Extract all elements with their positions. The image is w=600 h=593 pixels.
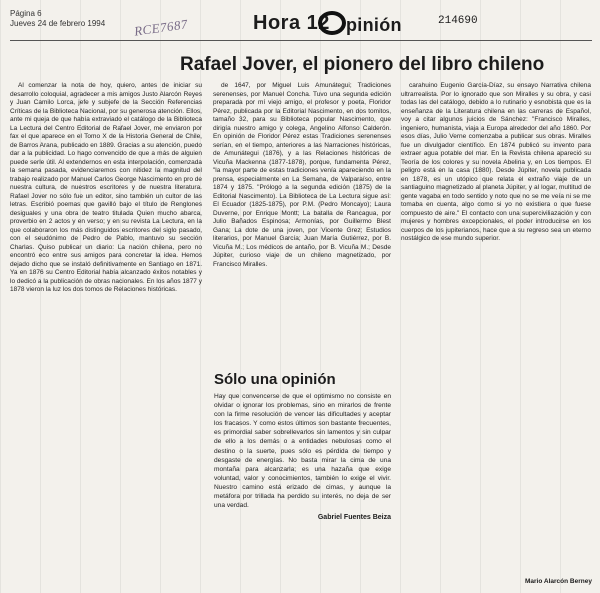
- section-name-hora: Hora 12: [253, 12, 330, 34]
- article-signature: Mario Alarcón Berney: [525, 578, 592, 585]
- article-column-2: [213, 82, 391, 364]
- opinion-box: [214, 371, 391, 584]
- column-2-text: de 1647, por Miguel Luis Amunátegui; Tradiciones serenenses, por Manuel Concha. Tuvo una segunda edición preparada por mí viejo amigo, el profesor y poeta, Floridor Pérez, publicada por la Editorial Nascimento, en dos tomitos, tamaño 32, para su Biblioteca popular Nascimento, que dirigía nuestro amigo y colega, Angelino Alfonso Calderón. En opinión de Floridor Pérez estas Tradiciones serenenses serían, en el tiempo, anteriores a las Narraciones históricas, de Amunátegui (1876), y a las Relaciones históricas de Vicuña Mackenna (1877-1878), porque, fundamenta Pérez, "la mayor parte de estas tradiciones venía apareciendo en la prensa, especialmente en La Semana, de Valparaíso, entre 1874 y 1875. "Prólogo a la segunda edición (1875) de la Editorial Nascimento). La Biblioteca de La Lectura sigue así: El Ecuador (1825-1875), por P.M. (Pedro Moncayo); Laura Duverne, por Enrique Montt; La batalla de Rancagua, por Julio Bañados Espinosa; Armonías, por Guillermo Blest Gana; La dote de una joven, por Vicente Grez; Estudios literarios, por Manuel García; Juan María Gutiérrez, por B. Vicuña M.; Los médicos de antaño, por B. Vicuña M.; Desde Júpiter, curioso viaje de un chileno magnetizado, por Francisco Miralles.: [213, 82, 391, 268]
- page-header-left: [10, 9, 105, 29]
- header-rule: [10, 40, 592, 41]
- article-title: Rafael Jover, el pionero del libro chileno: [180, 54, 545, 75]
- archive-stamp: RCE7687: [133, 16, 189, 39]
- article-column-3: [401, 82, 591, 570]
- box-text: Hay que convencerse de que el optimismo no consiste en olvidar o ignorar los problemas, sino en mirarlos de frente con la firme resolución de vencer las dificultades y aceptar los fracasos. Y como estos últimos son bastante frecuentes, es primordial saber sobrellevarlos sin lamentos y sin culpar de ello a los demás o a entidades nebulosas como el destino o la suerte, pues sólo es pérdida de tiempo y desgaste de energías. No basta mirar la cima de una montaña para alcanzarla; es una hazaña que exige voluntad, valor y conocimientos, también lo exige el vivir. Nuestro camino está erizado de cimas, y aunque la metáfora por trillada ha perdido su interés, no deja de ser una verdad.: [214, 393, 391, 510]
- clipping-code: 214690: [438, 15, 478, 27]
- column-3-text: carahuino Eugenio García-Díaz, su ensayo Narrativa chilena ultrarrealista. Por lo ignorado que son Miralles y su obra, y casi todas las del catálogo, debido a lo rutinario y esnobista que es la enseñanza de la Literatura chilena en las carreras de Español, voy a citar algunos juicios de Sánchez: "Francisco Miralles, ingeniero, humanista, viaja a Europa alrededor del año 1860. Por esos días, Julio Verne comenzaba a publicar sus obras. Miralles fue un divulgador científico. En 1874 publicó su invento para extraer agua potable del mar. En la Revista chilena apareció su Teoría de los colores y su novela Abelina y, en Los tiempos. El peligro está en la casa (1880). Desde Júpiter, novela publicada en 1878, es un utópico que relata el extraño viaje de un santiaguino magnetizado al planeta Júpiter, y al logar, multitud de gente vagaba en todo sentido y noto que no se me veía ni se me tomaba en cuenta, algo como si yo no existiera o que fuese compuesto de aire." El contacto con una superciviliazación y con mujeres y hombres excepcionales, el poder introducirse en los cuerpos de los jupiterianos, hace que a su regreso sea un eterno nostálgico de ese mundo superior.: [401, 82, 591, 242]
- box-signature: Gabriel Fuentes Beiza: [317, 514, 391, 522]
- article-column-1: [10, 82, 202, 582]
- issue-date: Jueves 24 de febrero 1994: [10, 19, 106, 28]
- section-name-opinion: pinión: [346, 15, 402, 35]
- column-1-text: Al comenzar la nota de hoy, quiero, antes de iniciar su desarrollo coloquial, agradecer a mis amigos Justo Alarcón Reyes y Juan Camilo Lorca, jefe y subjefe de la Sección Referencias Críticas de la Biblioteca Nacional, por su generosa atención. Ellos, ante mi queja de que había extraviado el catálogo de la Biblioteca La Lectura del Centro Editorial de Rafael Jover, me enviaron por fax el que aparece en el Tomo X de la Historia General de Chile, de Barros Arana, publicado en 1889. Gracias a su atención, puedo dar a la publicidad. Lo hago convencido de que a más de alguien puede serle útil. Al extendernos en esta interpolación, comenzada la semana pasada, evidenciaremos con nitidez la magnitud del trabajo realizado por Manuel Carlos George Nascimento en pro de nuestra cultura, de nuestros escritores y de nuestra literatura. Rafael Jover no sólo fue un editor, sino también un cultor de las letras. Escribió poemas que gavilló bajo el título de Renglones desiguales y una obra de teatro titulada Quien mucho abarca, proverbio en 2 actos y en verso; y en su revista La Lectura, en la que colaboraron los más distinguidos escritores del siglo pasado, con el seudónimo de Pedro de Pablo, mantuvo su sección Charlas. Quiso publicar un diario: La nación chilena, pero no encontró eco entre sus amigos para concretar la idea. Hemos dejado dicho que se instaló definitivamente en Santiago en 1871. Ya en 1876 su Centro Editorial había alcanzado éxitos notables y lo dedicó a la publicación de obras nacionales. En los años 1877 y 1878 vieron la luz los dos tomos de Relaciones históricas.: [10, 82, 202, 293]
- section-logo-o: [318, 11, 346, 35]
- box-title: Sólo una opinión: [214, 371, 336, 388]
- page-number: Página 6: [10, 9, 42, 18]
